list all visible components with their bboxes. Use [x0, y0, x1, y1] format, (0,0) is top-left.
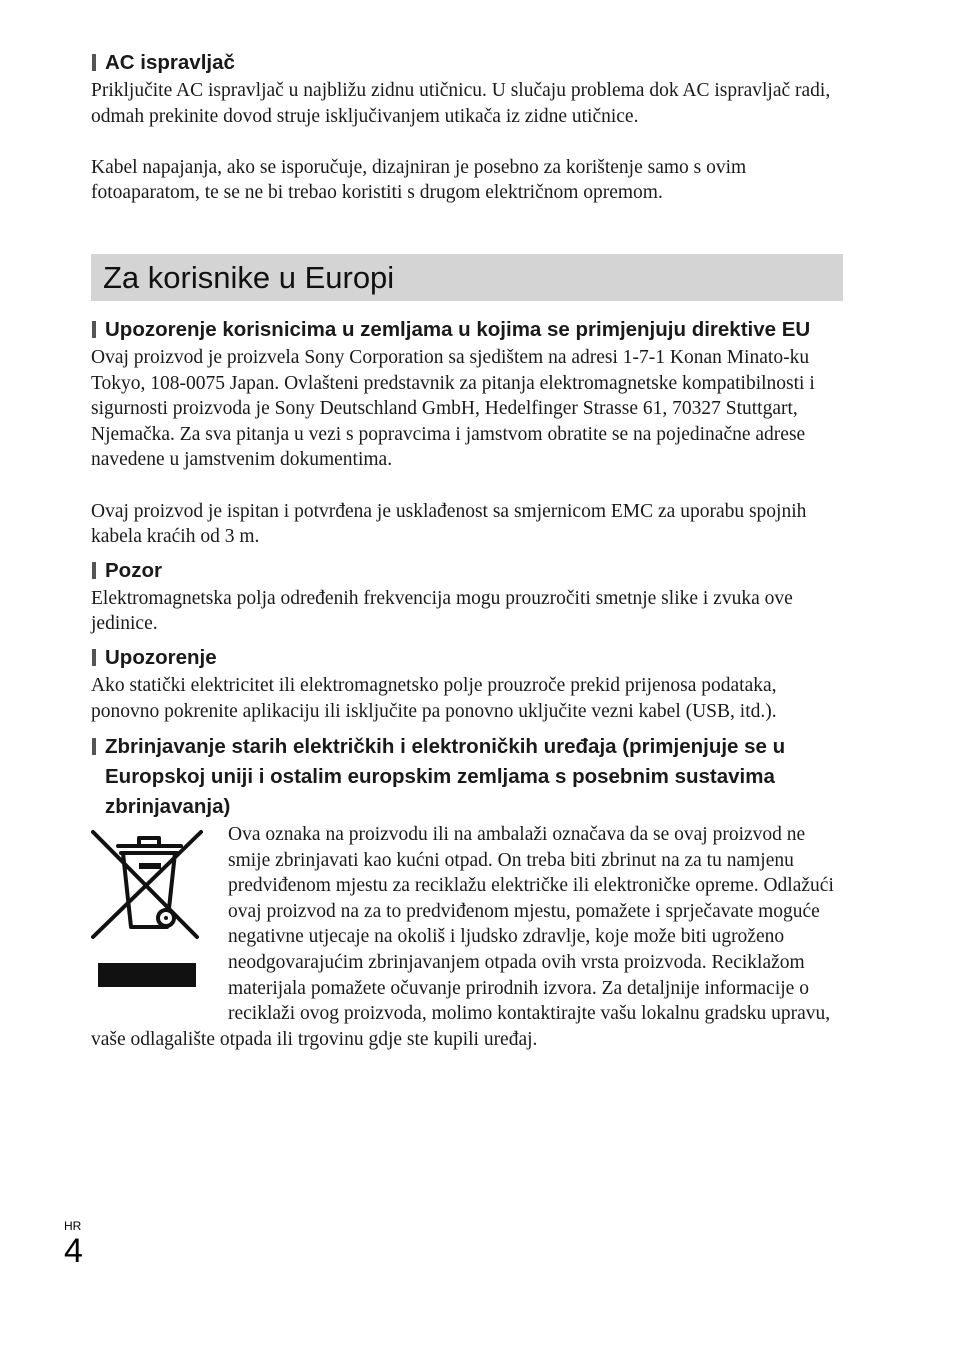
ac-paragraph-1: Priključite AC ispravljač u najbližu zidnu utičnicu. U slučaju problema dok AC ispravljač radi, odmah prekinite dovod struje isključivanjem utikača iz zidne utičnice. [91, 80, 831, 127]
weee-black-bar [98, 963, 196, 987]
page-number: 4 [64, 1232, 83, 1270]
heading-marker [92, 321, 96, 338]
heading-marker [92, 738, 96, 755]
weee-symbol [91, 822, 225, 1002]
section-heading-ac: AC ispravljač [91, 48, 843, 78]
eu-paragraph-2: Ovaj proizvod je ispitan i potvrđena je usklađenost sa smjernicom EMC za uporabu spojnih kabela kraćih od 3 m. [91, 500, 807, 548]
section-banner [91, 254, 843, 301]
section-heading-pozor: Pozor [91, 556, 843, 586]
document-page [91, 48, 843, 1052]
section-heading-eu: Upozorenje korisnicima u zemljama u kojima se primjenjuju direktive EU [91, 315, 843, 345]
heading-marker [92, 649, 96, 666]
section-heading-upozorenje: Upozorenje [91, 643, 843, 673]
heading-marker [92, 562, 96, 579]
page-footer [64, 1219, 83, 1269]
section-heading-weee: Zbrinjavanje starih električkih i elektroničkih uređaja (primjenjuje se u Europskoj uniji i ostalim europskim zemljama s posebnim sustavima zbrinjavanja) [91, 732, 843, 822]
banner-title: Za korisnike u Europi [103, 259, 395, 295]
eu-paragraph-1: Ovaj proizvod je proizvela Sony Corporation sa sjedištem na adresi 1-7-1 Konan Minato-ku Tokyo, 108-0075 Japan. Ovlašteni predstavnik za pitanja elektromagnetske kompatibilnosti i sigurnosti proizvoda je Sony Deutschland GmbH, Hedelfinger Strasse 61, 70327 Stuttgart, Njemačka. Za sva pitanja u vezi s popravcima i jamstvom obratite se na pojedinačne adrese navedene u jamstvenim dokumentima. [91, 346, 815, 471]
language-code: HR [64, 1219, 82, 1233]
pozor-paragraph: Elektromagnetska polja određenih frekvencija mogu prouzročiti smetnje slike i zvuka ove jedinice. [91, 587, 793, 635]
heading-marker [92, 54, 96, 71]
weee-paragraph: Ova oznaka na proizvodu ili na ambalaži označava da se ovaj proizvod ne smije zbrinjavati kao kućni otpad. On treba biti zbrinut na za tu namjenu predviđenom mjestu za reciklažu električke ili elektroničke opreme. Odlažući ovaj proizvod na za to predviđenom mjestu, pomažete i sprječavate moguće negativne utjecaje na okoliš i ljudsko zdravlje, koje može biti ugroženo neodgovarajućim zbrinjavanjem otpada ovih vrsta proizvoda. Reciklažom materijala pomažete očuvanje prirodnih izvora. Za detaljnije informacije o reciklaži ovog proizvoda, molimo kontaktirajte vašu lokalnu gradsku upravu, vaše odlagalište otpada ili trgovinu gdje ste kupili uređaj. [91, 824, 834, 1050]
upozorenje-paragraph: Ako statički elektricitet ili elektromagnetsko polje prouzroče prekid prijenosa podataka, ponovno pokrenite aplikaciju ili isključite pa ponovno uključite vezni kabel (USB, itd.). [91, 674, 777, 722]
ac-paragraph-2: Kabel napajanja, ako se isporučuje, dizajniran je posebno za korištenje samo s ovim fotoaparatom, te se ne bi trebao koristiti s drugom električnom opremom. [91, 156, 747, 204]
